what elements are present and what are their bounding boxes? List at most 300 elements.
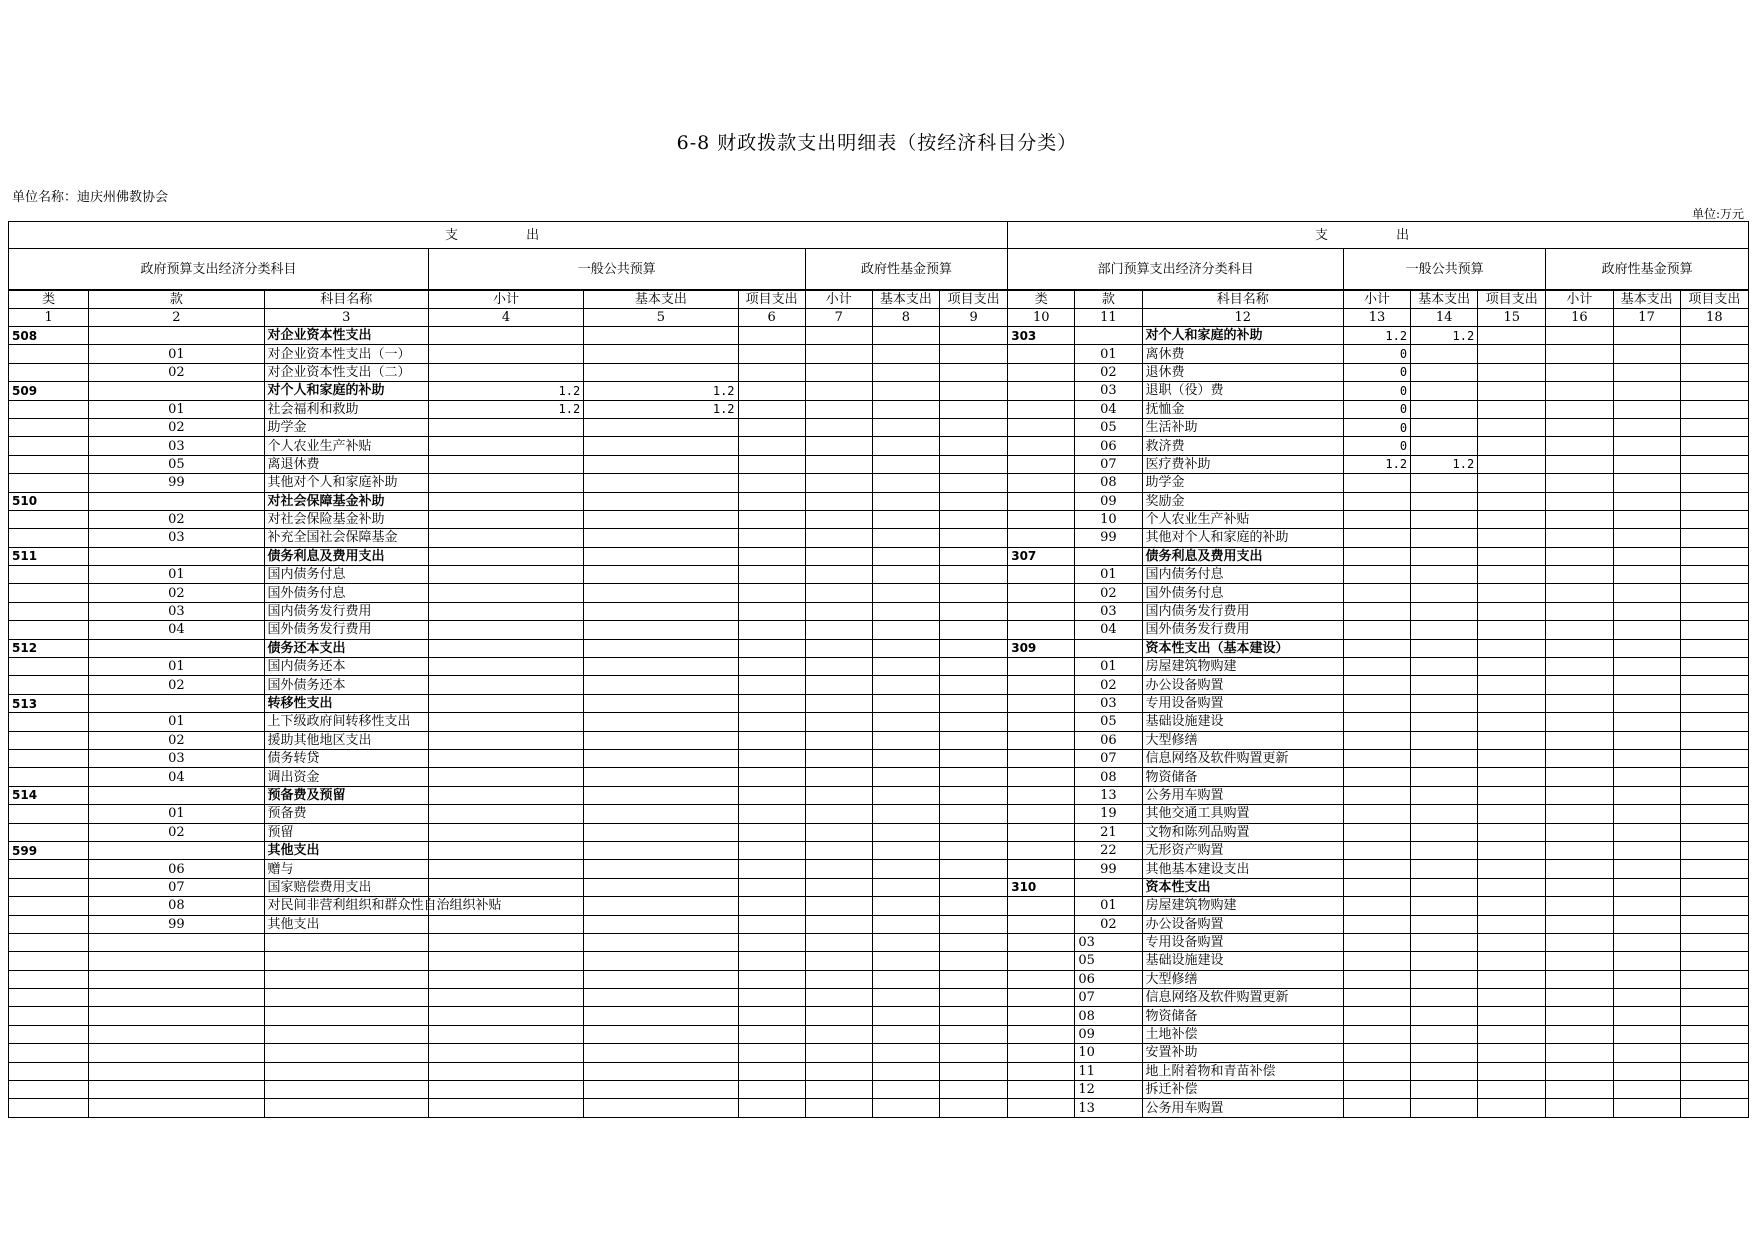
left-fund-project-expense [939,382,1007,400]
right-basic-expense [1411,933,1478,951]
left-subtotal [428,694,583,712]
right-basic-expense [1411,547,1478,565]
right-basic-expense [1411,786,1478,804]
right-fund-project-expense [1680,749,1748,767]
right-item-code: 07 [1075,749,1142,767]
left-class-code [9,731,89,749]
right-item-code: 22 [1075,841,1142,859]
right-class-code [1008,915,1075,933]
left-project-expense [738,823,805,841]
left-fund-basic-expense [872,878,939,896]
left-project-expense [738,768,805,786]
left-fund-project-expense [939,492,1007,510]
right-subject-name: 退休费 [1142,363,1343,381]
left-basic-expense [584,878,738,896]
left-fund-project-expense [939,566,1007,584]
left-fund-subtotal [805,510,872,528]
right-class-code [1008,952,1075,970]
left-class-code [9,805,89,823]
right-basic-expense [1411,1081,1478,1099]
right-subtotal [1343,915,1410,933]
left-fund-basic-expense [872,860,939,878]
left-subtotal [428,584,583,602]
right-fund-project-expense [1680,1099,1748,1117]
left-subject-name: 对企业资本性支出（一） [264,345,428,363]
right-fund-basic-expense [1613,566,1680,584]
table-row [9,621,1749,639]
left-subject-name: 国外债务还本 [264,676,428,694]
left-subject-name: 预备费 [264,805,428,823]
left-subject-name [264,989,428,1007]
right-project-expense [1478,713,1546,731]
right-subject-name: 离休费 [1142,345,1343,363]
right-item-code: 05 [1075,713,1142,731]
left-item-code: 01 [89,345,264,363]
left-fund-basic-expense [872,749,939,767]
left-fund-basic-expense [872,713,939,731]
right-basic-expense [1411,566,1478,584]
left-fund-project-expense [939,474,1007,492]
left-basic-expense: 1.2 [584,400,738,418]
right-fund-subtotal [1546,327,1613,345]
right-fund-basic-expense [1613,823,1680,841]
right-basic-expense [1411,1099,1478,1117]
left-fund-project-expense [939,363,1007,381]
col-basic: 基本支出 [1411,290,1478,309]
left-item-code [89,1025,264,1043]
right-class-code [1008,933,1075,951]
right-fund-subtotal [1546,841,1613,859]
right-fund-basic-expense [1613,363,1680,381]
right-subtotal [1343,860,1410,878]
left-fund-basic-expense [872,1099,939,1117]
left-subject-name: 补充全国社会保障基金 [264,529,428,547]
left-subtotal [428,474,583,492]
left-subject-name: 国外债务付息 [264,584,428,602]
table-row [9,841,1749,859]
left-class-code [9,1062,89,1080]
right-subject-name: 文物和陈列品购置 [1142,823,1343,841]
col-project: 项目支出 [738,290,805,309]
right-project-expense [1478,786,1546,804]
left-subtotal [428,676,583,694]
right-subject-name: 其他基本建设支出 [1142,860,1343,878]
left-item-code: 02 [89,676,264,694]
left-subtotal [428,731,583,749]
right-fund-basic-expense [1613,474,1680,492]
left-fund-basic-expense [872,345,939,363]
left-class-code [9,1081,89,1099]
right-item-code: 05 [1075,952,1142,970]
left-item-code [89,327,264,345]
left-basic-expense [584,455,738,473]
right-subject-name: 奖励金 [1142,492,1343,510]
right-fund-basic-expense [1613,860,1680,878]
left-project-expense [738,492,805,510]
right-subtotal [1343,786,1410,804]
left-item-code [89,492,264,510]
right-subtotal [1343,474,1410,492]
left-subject-name: 对民间非营利组织和群众性自治组织补贴 [264,897,428,915]
right-basic-expense [1411,805,1478,823]
left-subject-name [264,952,428,970]
right-class-code [1008,786,1075,804]
col-basic: 基本支出 [872,290,939,309]
right-project-expense [1478,566,1546,584]
col-name: 科目名称 [1142,290,1343,309]
right-fund-subtotal [1546,382,1613,400]
right-item-code: 02 [1075,363,1142,381]
left-project-expense [738,510,805,528]
right-class-code [1008,1044,1075,1062]
left-fund-basic-expense [872,382,939,400]
right-basic-expense [1411,1007,1478,1025]
column-number-row [9,309,1749,327]
right-subject-name: 信息网络及软件购置更新 [1142,749,1343,767]
right-fund-basic-expense [1613,676,1680,694]
col-lei: 类 [1008,290,1075,309]
left-basic-expense [584,805,738,823]
left-project-expense [738,676,805,694]
left-subtotal [428,878,583,896]
left-fund-project-expense [939,327,1007,345]
right-subtotal: 1.2 [1343,455,1410,473]
left-fund-subtotal [805,474,872,492]
left-subject-name: 国内债务发行费用 [264,602,428,620]
right-fund-subtotal [1546,676,1613,694]
left-class-code [9,933,89,951]
left-item-code: 02 [89,418,264,436]
left-fund-project-expense [939,418,1007,436]
left-subject-name: 助学金 [264,418,428,436]
right-subject-name: 助学金 [1142,474,1343,492]
left-basic-expense [584,658,738,676]
left-fund-basic-expense [872,694,939,712]
table-row [9,694,1749,712]
right-basic-expense [1411,970,1478,988]
left-fund-project-expense [939,933,1007,951]
right-project-expense [1478,363,1546,381]
right-basic-expense [1411,768,1478,786]
right-subject-name: 物资储备 [1142,1007,1343,1025]
left-subject-name: 援助其他地区支出 [264,731,428,749]
left-subject-name [264,1044,428,1062]
left-basic-expense [584,566,738,584]
right-fund-project-expense [1680,805,1748,823]
right-subject-name: 其他交通工具购置 [1142,805,1343,823]
right-fund-project-expense [1680,989,1748,1007]
left-fund-subtotal [805,823,872,841]
left-item-code [89,1099,264,1117]
right-project-expense [1478,1099,1546,1117]
left-class-code [9,418,89,436]
table-row [9,1081,1749,1099]
column-number: 16 [1546,309,1613,327]
right-subtotal: 0 [1343,400,1410,418]
right-fund-subtotal [1546,363,1613,381]
left-fund-basic-expense [872,989,939,1007]
left-fund-basic-expense [872,547,939,565]
right-basic-expense [1411,621,1478,639]
left-subtotal [428,455,583,473]
left-fund-project-expense [939,1044,1007,1062]
right-item-code: 06 [1075,731,1142,749]
left-item-code: 01 [89,805,264,823]
right-subtotal [1343,933,1410,951]
right-class-code [1008,731,1075,749]
page-title: 6-8 财政拨款支出明细表（按经济科目分类） [676,132,1078,154]
left-item-code: 02 [89,823,264,841]
right-project-expense [1478,694,1546,712]
left-class-code [9,455,89,473]
left-project-expense [738,933,805,951]
left-project-expense [738,437,805,455]
right-subject-name: 物资储备 [1142,768,1343,786]
col-project: 项目支出 [1478,290,1546,309]
right-item-code: 05 [1075,418,1142,436]
left-subject-name: 债务利息及费用支出 [264,547,428,565]
right-fund-project-expense [1680,860,1748,878]
right-class-code [1008,768,1075,786]
left-project-expense [738,786,805,804]
left-fund-subtotal [805,749,872,767]
right-subtotal: 0 [1343,363,1410,381]
table-row [9,713,1749,731]
left-subtotal [428,492,583,510]
left-fund-project-expense [939,547,1007,565]
left-fund-basic-expense [872,474,939,492]
right-fund-basic-expense [1613,327,1680,345]
left-fund-subtotal [805,933,872,951]
left-class-code [9,768,89,786]
table-row [9,584,1749,602]
left-subject-name: 转移性支出 [264,694,428,712]
left-fund-subtotal [805,1007,872,1025]
right-fund-subtotal [1546,602,1613,620]
col-project: 项目支出 [1680,290,1748,309]
left-project-expense [738,400,805,418]
right-fund-basic-expense [1613,529,1680,547]
right-fund-subtotal [1546,658,1613,676]
column-number: 1 [9,309,89,327]
right-fund-subtotal [1546,1081,1613,1099]
left-class-code [9,345,89,363]
left-fund-budget-header: 政府性基金预算 [805,249,1008,291]
right-class-code: 309 [1008,639,1075,657]
left-fund-project-expense [939,1007,1007,1025]
left-project-expense [738,1081,805,1099]
left-basic-expense [584,786,738,804]
left-subject-name [264,933,428,951]
left-class-code [9,713,89,731]
right-project-expense [1478,639,1546,657]
right-subtotal [1343,492,1410,510]
right-item-code: 01 [1075,566,1142,584]
right-class-code [1008,418,1075,436]
left-fund-subtotal [805,566,872,584]
left-project-expense [738,970,805,988]
left-class-code [9,823,89,841]
col-subtotal: 小计 [805,290,872,309]
left-class-code [9,510,89,528]
left-fund-basic-expense [872,658,939,676]
right-project-expense [1478,437,1546,455]
left-fund-project-expense [939,989,1007,1007]
left-basic-expense [584,933,738,951]
right-fund-subtotal [1546,547,1613,565]
table-row [9,731,1749,749]
left-basic-expense [584,1007,738,1025]
right-fund-basic-expense [1613,933,1680,951]
left-fund-basic-expense [872,841,939,859]
right-project-expense [1478,1044,1546,1062]
right-fund-project-expense [1680,768,1748,786]
left-subject-name: 债务转贷 [264,749,428,767]
right-fund-basic-expense [1613,658,1680,676]
right-class-code [1008,621,1075,639]
right-project-expense [1478,933,1546,951]
right-class-code [1008,989,1075,1007]
right-basic-expense [1411,510,1478,528]
right-project-expense [1478,768,1546,786]
left-fund-subtotal [805,418,872,436]
right-project-expense [1478,492,1546,510]
table-row [9,474,1749,492]
right-item-code: 06 [1075,437,1142,455]
table-row [9,547,1749,565]
right-project-expense [1478,474,1546,492]
right-item-code: 10 [1075,510,1142,528]
right-item-code: 03 [1075,694,1142,712]
left-project-expense [738,382,805,400]
left-project-expense [738,1025,805,1043]
right-subtotal: 0 [1343,418,1410,436]
right-class-code [1008,382,1075,400]
left-class-code [9,749,89,767]
right-basic-expense [1411,694,1478,712]
right-project-expense [1478,455,1546,473]
left-subject-name: 债务还本支出 [264,639,428,657]
right-class-code [1008,1025,1075,1043]
table-row [9,327,1749,345]
table-row [9,1007,1749,1025]
col-project: 项目支出 [939,290,1007,309]
right-project-expense [1478,1025,1546,1043]
right-subtotal [1343,841,1410,859]
left-project-expense [738,474,805,492]
right-item-code: 04 [1075,400,1142,418]
left-basic-expense [584,1062,738,1080]
left-fund-subtotal [805,970,872,988]
left-class-code [9,474,89,492]
right-subject-name: 资本性支出 [1142,878,1343,896]
left-project-expense [738,897,805,915]
left-item-code: 03 [89,602,264,620]
right-class-code [1008,455,1075,473]
table-row [9,418,1749,436]
right-fund-basic-expense [1613,749,1680,767]
left-basic-expense [584,418,738,436]
left-fund-project-expense [939,860,1007,878]
column-number: 8 [872,309,939,327]
left-class-code: 513 [9,694,89,712]
right-subject-name: 安置补助 [1142,1044,1343,1062]
right-basic-expense [1411,474,1478,492]
left-project-expense [738,639,805,657]
right-subject-name: 其他对个人和家庭的补助 [1142,529,1343,547]
right-subtotal [1343,529,1410,547]
right-project-expense [1478,658,1546,676]
right-fund-project-expense [1680,474,1748,492]
right-item-code [1075,547,1142,565]
right-fund-subtotal [1546,345,1613,363]
right-fund-basic-expense [1613,584,1680,602]
right-item-code: 07 [1075,455,1142,473]
left-subtotal [428,363,583,381]
left-fund-subtotal [805,768,872,786]
left-class-code: 511 [9,547,89,565]
right-subject-name: 房屋建筑物购建 [1142,897,1343,915]
right-project-expense [1478,345,1546,363]
left-item-code [89,547,264,565]
right-subtotal [1343,713,1410,731]
right-subtotal [1343,1007,1410,1025]
left-fund-subtotal [805,621,872,639]
left-fund-project-expense [939,786,1007,804]
left-basic-expense [584,970,738,988]
left-fund-basic-expense [872,1044,939,1062]
right-item-code: 08 [1075,768,1142,786]
left-subtotal [428,1062,583,1080]
left-fund-basic-expense [872,400,939,418]
right-fund-project-expense [1680,1062,1748,1080]
left-fund-basic-expense [872,915,939,933]
left-basic-expense [584,841,738,859]
left-fund-basic-expense [872,363,939,381]
left-item-code [89,1062,264,1080]
right-fund-subtotal [1546,1099,1613,1117]
column-number: 3 [264,309,428,327]
left-fund-project-expense [939,1099,1007,1117]
right-basic-expense [1411,418,1478,436]
left-project-expense [738,989,805,1007]
right-fund-subtotal [1546,492,1613,510]
left-class-code [9,529,89,547]
left-class-code: 599 [9,841,89,859]
left-item-code: 06 [89,860,264,878]
right-item-code: 03 [1075,602,1142,620]
left-fund-subtotal [805,805,872,823]
right-basic-expense [1411,382,1478,400]
right-fund-budget-header: 政府性基金预算 [1546,249,1749,291]
left-subject-name: 对社会保障基金补助 [264,492,428,510]
right-class-code [1008,400,1075,418]
right-item-code [1075,878,1142,896]
left-basic-expense [584,510,738,528]
left-subtotal [428,418,583,436]
left-class-code [9,363,89,381]
right-class-code: 310 [1008,878,1075,896]
table-row [9,529,1749,547]
right-class-code [1008,658,1075,676]
right-subject-name: 土地补偿 [1142,1025,1343,1043]
right-subject-name: 专用设备购置 [1142,933,1343,951]
right-fund-basic-expense [1613,1099,1680,1117]
right-subtotal [1343,510,1410,528]
right-fund-basic-expense [1613,952,1680,970]
right-fund-project-expense [1680,823,1748,841]
right-fund-subtotal [1546,952,1613,970]
